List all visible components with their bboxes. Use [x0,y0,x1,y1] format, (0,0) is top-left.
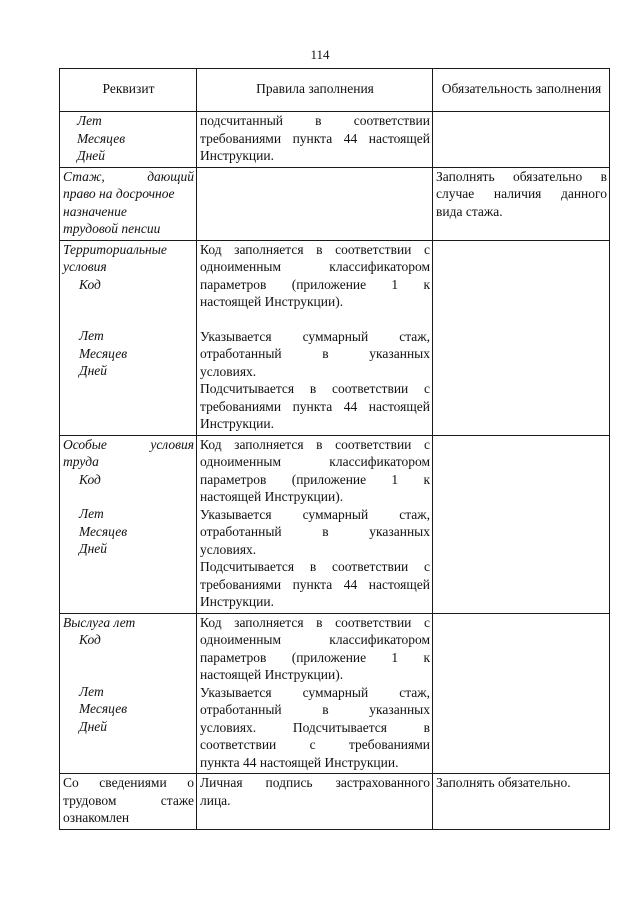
rule-line: одноименным классификатором [200,259,430,274]
rule-line: Код заполняется в соответствии с [200,614,430,630]
requisite-days: Дней [79,718,108,734]
requisite-months: Месяцев [79,523,128,539]
requisite-months: Месяцев [77,130,126,146]
required-cell [433,112,610,168]
table-header-row [60,69,610,112]
rule-line: параметров (приложение 1 к [200,649,430,665]
requisite-line: ознакомлен [63,810,130,825]
rule-cell [197,112,433,168]
required-cell [433,167,610,240]
requisite-line: Стаж, дающий [63,168,194,184]
rule-line: настоящей Инструкции). [200,489,344,504]
requisites-table [59,68,610,830]
table-row [60,112,610,168]
requisite-line: назначение [63,203,127,219]
table-row [60,774,610,830]
requisite-days: Дней [79,363,108,378]
rule-line: одноименным классификатором [200,632,430,647]
rule-cell [197,240,433,435]
requisite-title: Территориальные [63,241,167,257]
requisite-code: Код [79,632,101,647]
rule-line: требованиями пункта 44 настоящей [200,130,430,146]
rule-line: условиях. Подсчитывается в [200,719,430,735]
header-requisite: Реквизит [60,69,197,112]
requisite-cell [60,167,197,240]
requisite-title: условия [63,259,107,274]
required-cell [433,240,610,435]
rule-line: Личная подпись застрахованного [200,775,430,790]
header-rules: Правила заполнения [197,69,433,112]
rule-line: условиях. [200,363,257,379]
rule-line: Указывается суммарный стаж, [200,506,430,522]
page-number: 114 [310,47,330,62]
required-cell [433,613,610,774]
rule-line: условиях. [200,541,257,557]
rule-line: требованиями пункта 44 настоящей [200,576,430,592]
rule-line: Указывается суммарный стаж, [200,684,430,700]
rule-line: отработанный в указанных [200,702,430,717]
requisite-months: Месяцев [79,345,128,361]
requisite-line: трудовой пенсии [63,221,161,236]
requisite-years: Лет [79,506,104,521]
rule-line: Инструкции. [200,416,274,431]
rule-line: Код заполняется в соответствии с [200,241,430,257]
rule-line: требованиями пункта 44 настоящей [200,398,430,414]
requisite-title: труда [63,454,99,469]
requisite-title: Выслуга лет [63,614,136,630]
requisite-cell [60,240,197,435]
rule-line: отработанный в указанных [200,346,430,361]
requisite-years: Лет [79,683,104,699]
rule-line: настоящей Инструкции). [200,667,344,682]
required-line: случае наличия данного [436,186,607,201]
table-row [60,435,610,613]
rule-line: параметров (приложение 1 к [200,276,430,292]
required-cell: Заполнять обязательно. [433,774,610,830]
rule-line: Подсчитывается в соответствии с [200,559,430,574]
rule-cell [197,774,433,830]
rule-cell [197,613,433,774]
required-line: вида стажа. [436,203,503,219]
requisite-line: трудовом стаже [63,792,194,808]
rule-line: настоящей Инструкции). [200,294,344,309]
rule-line: одноименным классификатором [200,454,430,469]
requisite-years: Лет [79,328,104,343]
requisite-cell [60,613,197,774]
required-cell [433,435,610,613]
rule-line: соответствии с требованиями [200,737,430,752]
table-row [60,240,610,435]
table-row [60,167,610,240]
requisite-days: Дней [77,148,106,163]
requisite-months: Месяцев [79,701,128,716]
requisite-days: Дней [79,541,108,556]
requisite-cell [60,112,197,168]
requisite-title: Особые условия [63,436,194,452]
rule-cell [197,435,433,613]
rule-line: параметров (приложение 1 к [200,471,430,487]
rule-cell [197,167,433,240]
requisite-line: Со сведениями о [63,775,194,790]
rule-line: Указывается суммарный стаж, [200,328,430,344]
header-required: Обязательность заполнения [433,69,610,112]
requisite-years: Лет [77,113,102,128]
requisite-cell [60,774,197,830]
rule-line: Инструкции. [200,594,274,609]
rule-line: Код заполняется в соответствии с [200,436,430,452]
required-line: Заполнять обязательно в [436,168,607,184]
table-row [60,613,610,774]
rule-line: Подсчитывается в соответствии с [200,381,430,396]
requisite-line: право на досрочное [63,186,175,201]
rule-line: Инструкции. [200,148,274,163]
rule-line: подсчитанный в соответствии [200,113,430,128]
requisite-cell [60,435,197,613]
rule-line: лица. [200,792,231,808]
requisite-code: Код [79,471,101,487]
requisite-code: Код [79,276,101,292]
rule-line: пункта 44 настоящей Инструкции. [200,754,399,770]
rule-line: отработанный в указанных [200,524,430,539]
